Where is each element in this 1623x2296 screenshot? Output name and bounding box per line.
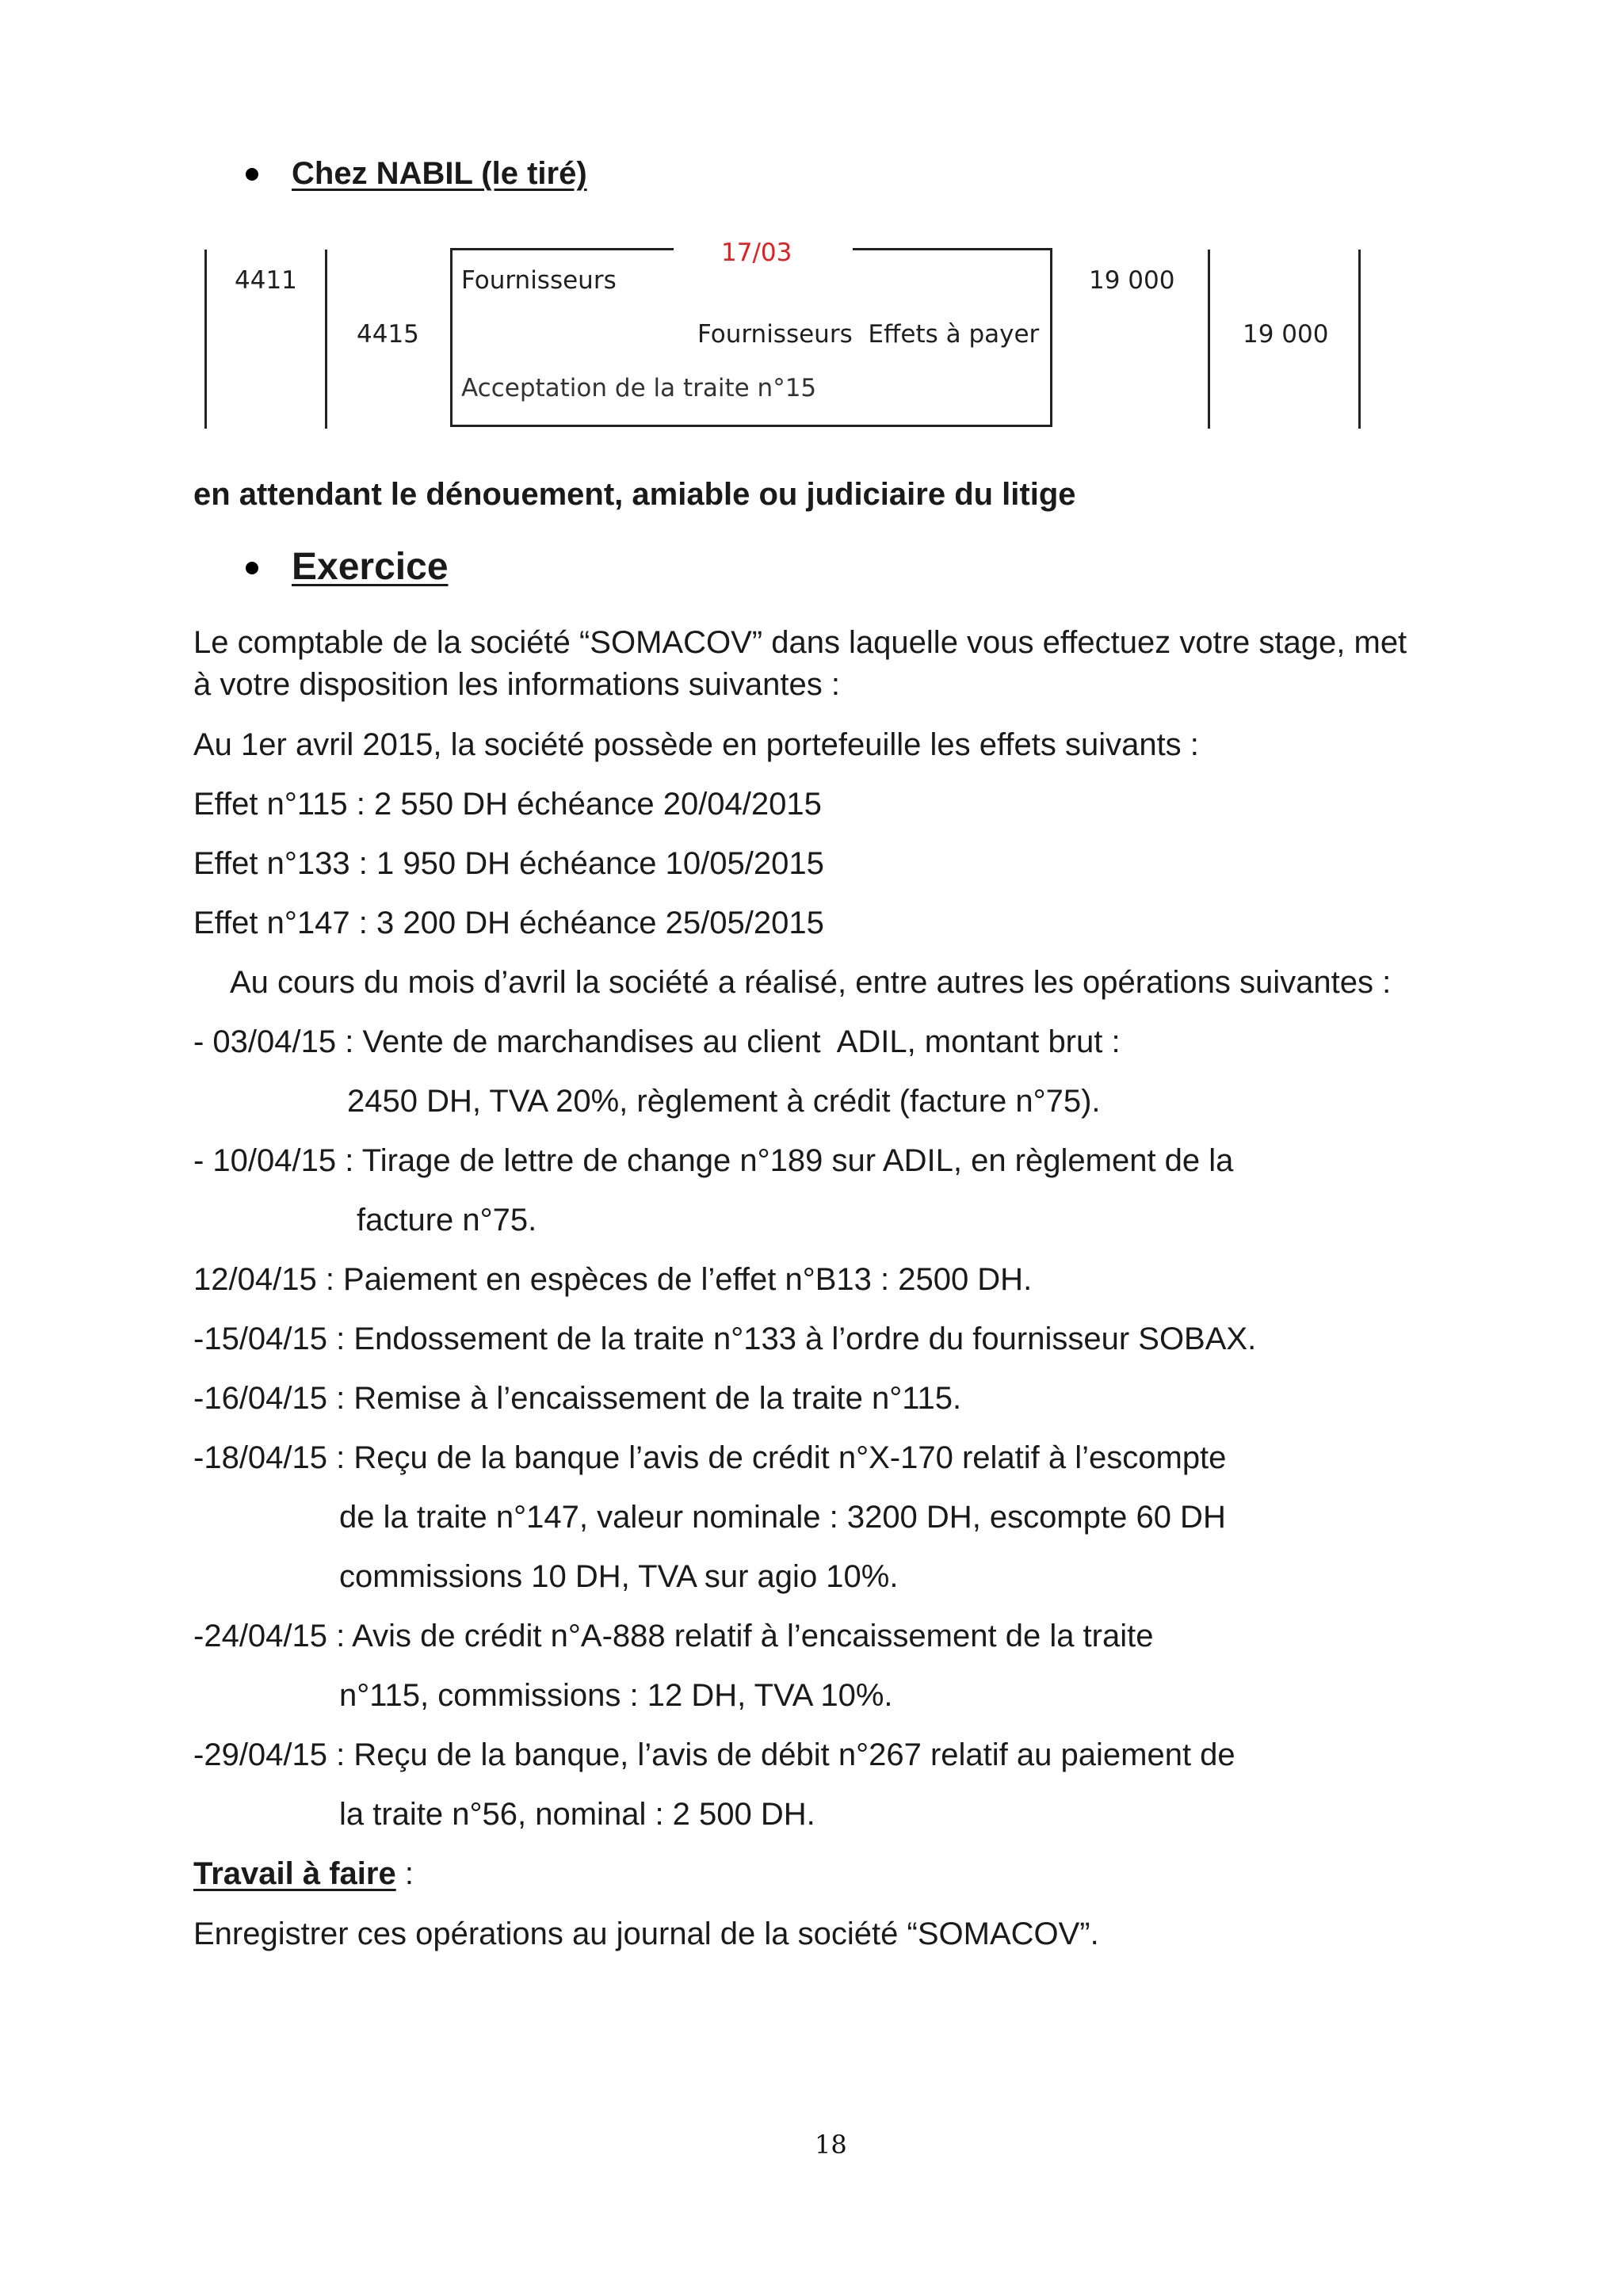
travail-heading [193,1855,414,1893]
operation-line: -29/04/15 : Reçu de la banque, l’avis de débit n°267 relatif au paiement de [193,1737,1235,1772]
intro-line-1: Le comptable de la société “SOMACOV” dans laquelle vous effectuez votre stage, met [193,625,1407,660]
exercice-title: Exercice [292,546,449,588]
bullet-icon [246,562,258,574]
operation-line: -18/04/15 : Reçu de la banque l’avis de crédit n°X-170 relatif à l’escompte [193,1440,1227,1475]
operation-line: 2450 DH, TVA 20%, règlement à crédit (facture n°75). [347,1084,1101,1119]
portfolio-intro: Au 1er avril 2015, la société possède en portefeuille les effets suivants : [193,727,1199,762]
travail-label: Travail à faire [193,1856,396,1891]
journal-line-account-sep [325,250,327,429]
operation-line: n°115, commissions : 12 DH, TVA 10%. [339,1678,893,1713]
journal-credit-label: Fournisseurs Effets à payer [697,320,1040,349]
section-title-nabil: Chez NABIL (le tiré) [292,156,587,191]
journal-credit-account: 4415 [357,320,419,349]
journal-date: 17/03 [721,238,792,267]
effet-item: Effet n°147 : 3 200 DH échéance 25/05/2015 [193,906,824,940]
operation-line: 12/04/15 : Paiement en espèces de l’effet n°B13 : 2500 DH. [193,1262,1033,1297]
operation-line: -16/04/15 : Remise à l’encaissement de la traite n°115. [193,1381,962,1416]
operation-line: de la traite n°147, valeur nominale : 3200 DH, escompte 60 DH [339,1500,1226,1535]
journal-line-right [1358,250,1361,429]
journal-line-amount-sep [1208,250,1210,429]
page-number: 18 [815,2130,847,2160]
operation-line: commissions 10 DH, TVA sur agio 10%. [339,1559,899,1594]
operation-line: facture n°75. [357,1203,537,1238]
effet-item: Effet n°133 : 1 950 DH échéance 10/05/2015 [193,846,824,881]
operation-line: -24/04/15 : Avis de crédit n°A-888 relatif à l’encaissement de la traite [193,1619,1154,1653]
journal-credit-amount: 19 000 [1243,320,1329,349]
bullet-icon [246,168,258,181]
intro-line-2: à votre disposition les informations suivantes : [193,667,840,702]
journal-debit-amount: 19 000 [1089,266,1175,295]
operations-intro: Au cours du mois d’avril la société a réalisé, entre autres les opérations suivantes : [230,965,1392,1000]
litige-note: en attendant le dénouement, amiable ou judiciaire du litige [193,477,1076,512]
journal-debit-account: 4411 [235,266,297,295]
journal-description: Acceptation de la traite n°15 [461,374,817,402]
journal-line-left [204,250,207,429]
operation-line: la traite n°56, nominal : 2 500 DH. [339,1797,815,1832]
travail-text: Enregistrer ces opérations au journal de la société “SOMACOV”. [193,1917,1099,1951]
operation-line: - 03/04/15 : Vente de marchandises au client ADIL, montant brut : [193,1024,1121,1059]
operation-line: -15/04/15 : Endossement de la traite n°133 à l’ordre du fournisseur SOBAX. [193,1322,1257,1356]
operation-line: - 10/04/15 : Tirage de lettre de change n°189 sur ADIL, en règlement de la [193,1143,1234,1178]
effet-item: Effet n°115 : 2 550 DH échéance 20/04/2015 [193,787,822,822]
travail-colon: : [395,1856,414,1891]
journal-debit-label: Fournisseurs [461,266,617,295]
